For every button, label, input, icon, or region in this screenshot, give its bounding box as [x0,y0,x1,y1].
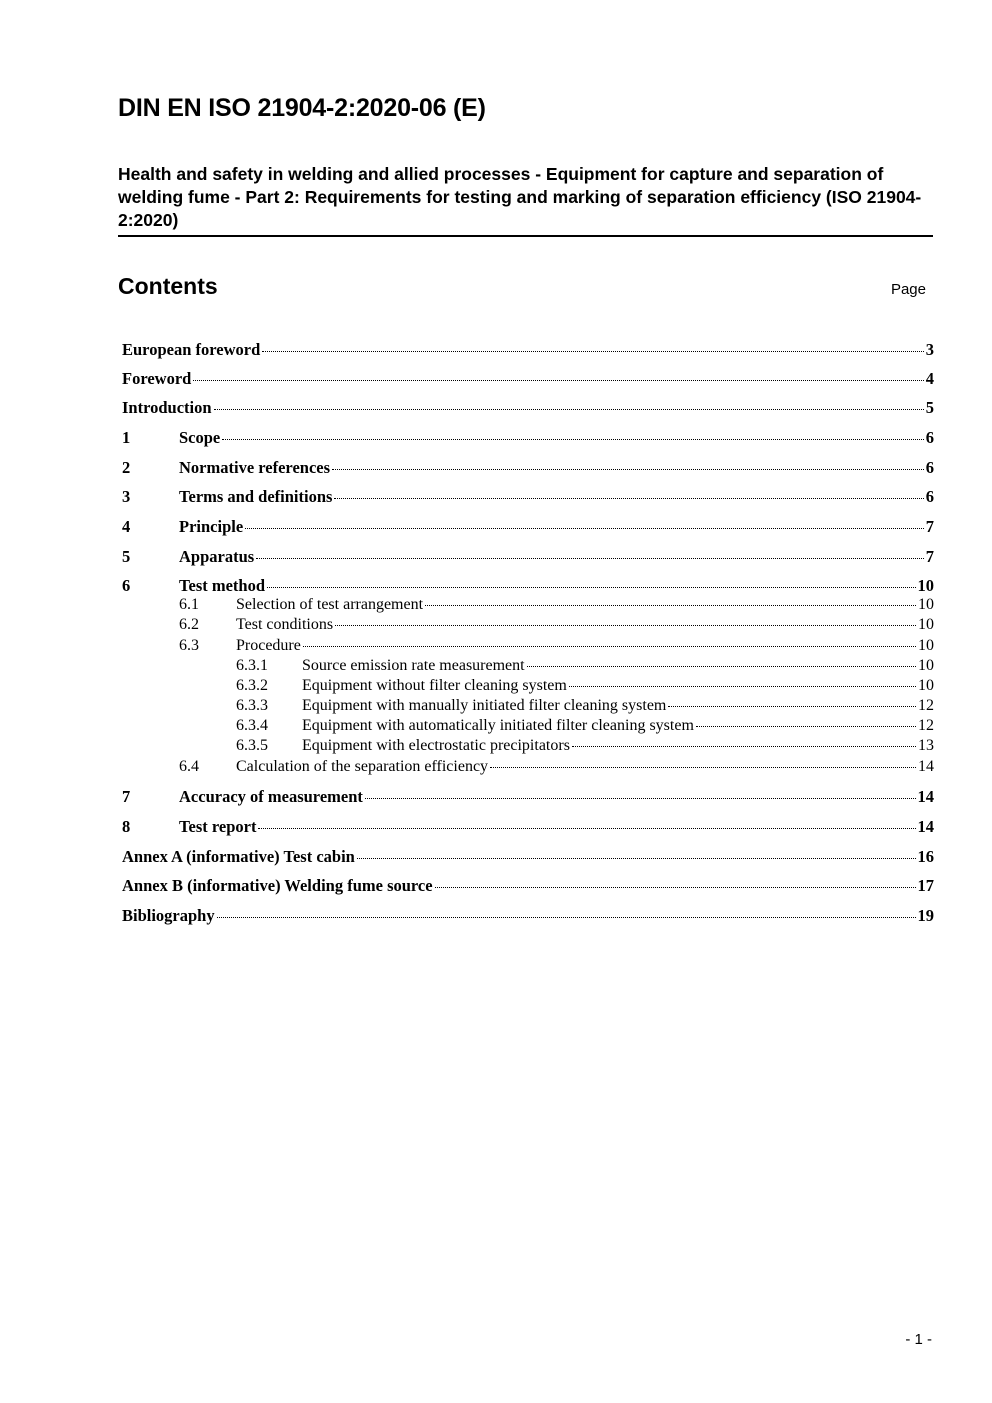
dot-leader [217,916,916,918]
toc-entry-title: Equipment with automatically initiated filter cleaning system [302,717,694,734]
dot-leader [435,886,916,888]
toc-entry-title: Equipment with manually initiated filter cleaning system [302,697,667,714]
dot-leader [256,557,924,559]
toc-entry-page: 14 [918,758,934,775]
dot-leader [193,379,923,381]
toc-entry-number: 1 [122,428,131,447]
dot-leader [569,685,916,687]
toc-entry-page: 13 [918,737,934,754]
dot-leader [245,527,924,529]
toc-entry-page: 14 [917,787,934,806]
toc-entry-apparatus[interactable] [122,547,934,567]
dot-leader [334,497,923,499]
dot-leader [267,586,915,588]
toc-entry-annex-a[interactable] [122,847,934,867]
toc-entry-title: Selection of test arrangement [236,596,424,613]
toc-entry-title: Test report [179,817,257,836]
toc-entry-6-2[interactable] [122,616,934,634]
toc-entry-page: 12 [918,697,934,714]
dot-leader [365,797,916,799]
toc-entry-number: 6.4 [179,758,199,775]
page-column-label: Page [890,281,926,298]
toc-entry-number: 6.3.3 [236,697,268,714]
toc-entry-page: 6 [925,428,934,447]
toc-entry-page: 19 [917,906,934,925]
toc-entry-normative-references[interactable] [122,458,934,478]
toc-entry-title: Calculation of the separation efficiency [236,758,489,775]
toc-entry-test-report[interactable] [122,817,934,837]
toc-entry-scope[interactable] [122,428,934,448]
toc-entry-page: 10 [918,677,934,694]
toc-entry-page: 10 [918,637,934,654]
dot-leader [258,827,915,829]
toc-entry-accuracy-of-measurement[interactable] [122,787,934,807]
toc-entry-page: 3 [925,340,934,359]
toc-entry-page: 7 [925,547,934,566]
dot-leader [527,665,916,667]
toc-entry-principle[interactable] [122,517,934,537]
toc-entry-number: 6.3.4 [236,717,268,734]
toc-entry-number: 8 [122,817,131,836]
toc-entry-title: Apparatus [179,547,255,566]
toc-entry-6-3[interactable] [122,637,934,655]
dot-leader [425,604,916,606]
toc-entry-number: 3 [122,487,131,506]
dot-leader [668,705,916,707]
toc-entry-page: 16 [917,847,934,866]
footer-page-number: - 1 - [905,1331,932,1348]
toc-entry-page: 10 [918,657,934,674]
dot-leader [572,745,916,747]
toc-entry-title: Annex B (informative) Welding fume source [122,876,433,895]
toc-entry-6-3-3[interactable] [122,697,934,715]
toc-entry-page: 14 [917,817,934,836]
toc-entry-title: Terms and definitions [179,487,333,506]
dot-leader [490,766,916,768]
dot-leader [222,438,924,440]
toc-entry-title: Accuracy of measurement [179,787,363,806]
toc-entry-bibliography[interactable] [122,906,934,926]
toc-entry-terms-and-definitions[interactable] [122,487,934,507]
toc-entry-number: 7 [122,787,131,806]
toc-entry-page: 6 [925,458,934,477]
toc-entry-6-3-2[interactable] [122,677,934,695]
toc-entry-foreword[interactable] [122,369,934,389]
toc-entry-title: Test conditions [236,616,334,633]
toc-entry-title: Annex A (informative) Test cabin [122,847,355,866]
dot-leader [335,624,916,626]
toc-entry-title: Equipment with electrostatic precipitators [302,737,570,754]
toc-entry-title: Source emission rate measurement [302,657,525,674]
toc-entry-title: Principle [179,517,244,536]
toc-entry-title: Foreword [122,369,192,388]
toc-entry-page: 10 [918,616,934,633]
toc-entry-test-method[interactable] [122,576,934,596]
dot-leader [696,725,916,727]
toc-entry-number: 6 [122,576,131,595]
toc-entry-6-3-4[interactable] [122,717,934,735]
toc-entry-page: 4 [925,369,934,388]
dot-leader [332,468,924,470]
toc-entry-number: 6.3.1 [236,657,268,674]
toc-entry-european-foreword[interactable] [122,340,934,360]
toc-entry-number: 2 [122,458,131,477]
toc-entry-introduction[interactable] [122,398,934,418]
dot-leader [357,857,916,859]
toc-entry-title: Bibliography [122,906,215,925]
dot-leader [214,408,924,410]
toc-entry-page: 17 [917,876,934,895]
toc-entry-number: 5 [122,547,131,566]
toc-entry-6-3-5[interactable] [122,737,934,755]
toc-entry-title: Test method [179,576,266,595]
toc-entry-page: 7 [925,517,934,536]
toc-entry-title: Normative references [179,458,331,477]
toc-entry-number: 6.1 [179,596,199,613]
toc-entry-page: 5 [925,398,934,417]
toc-entry-6-4[interactable] [122,758,934,776]
toc-entry-title: Scope [179,428,221,447]
toc-entry-page: 6 [925,487,934,506]
dot-leader [303,645,916,647]
toc-entry-number: 6.3.5 [236,737,268,754]
contents-heading: Contents [118,273,218,299]
toc-entry-number: 4 [122,517,131,536]
toc-entry-page: 10 [918,596,934,613]
toc-entry-title: Equipment without filter cleaning system [302,677,567,694]
dot-leader [262,350,923,352]
toc-entry-number: 6.2 [179,616,199,633]
toc-entry-number: 6.3.2 [236,677,268,694]
toc-entry-6-1[interactable] [122,596,934,614]
document-title: Health and safety in welding and allied processes - Equipment for capture and separation of welding fume - Part 2: Requirements for testing and marking of separation efficiency (ISO 21904-2:2020) [118,163,933,237]
toc-entry-page: 10 [917,576,934,595]
toc-entry-title: European foreword [122,340,261,359]
toc-entry-page: 12 [918,717,934,734]
toc-entry-number: 6.3 [179,637,199,654]
toc-entry-annex-b[interactable] [122,876,934,896]
toc-entry-title: Procedure [236,637,301,654]
document-identifier: DIN EN ISO 21904-2:2020-06 (E) [118,94,486,122]
toc-entry-6-3-1[interactable] [122,657,934,675]
toc-entry-title: Introduction [122,398,212,417]
